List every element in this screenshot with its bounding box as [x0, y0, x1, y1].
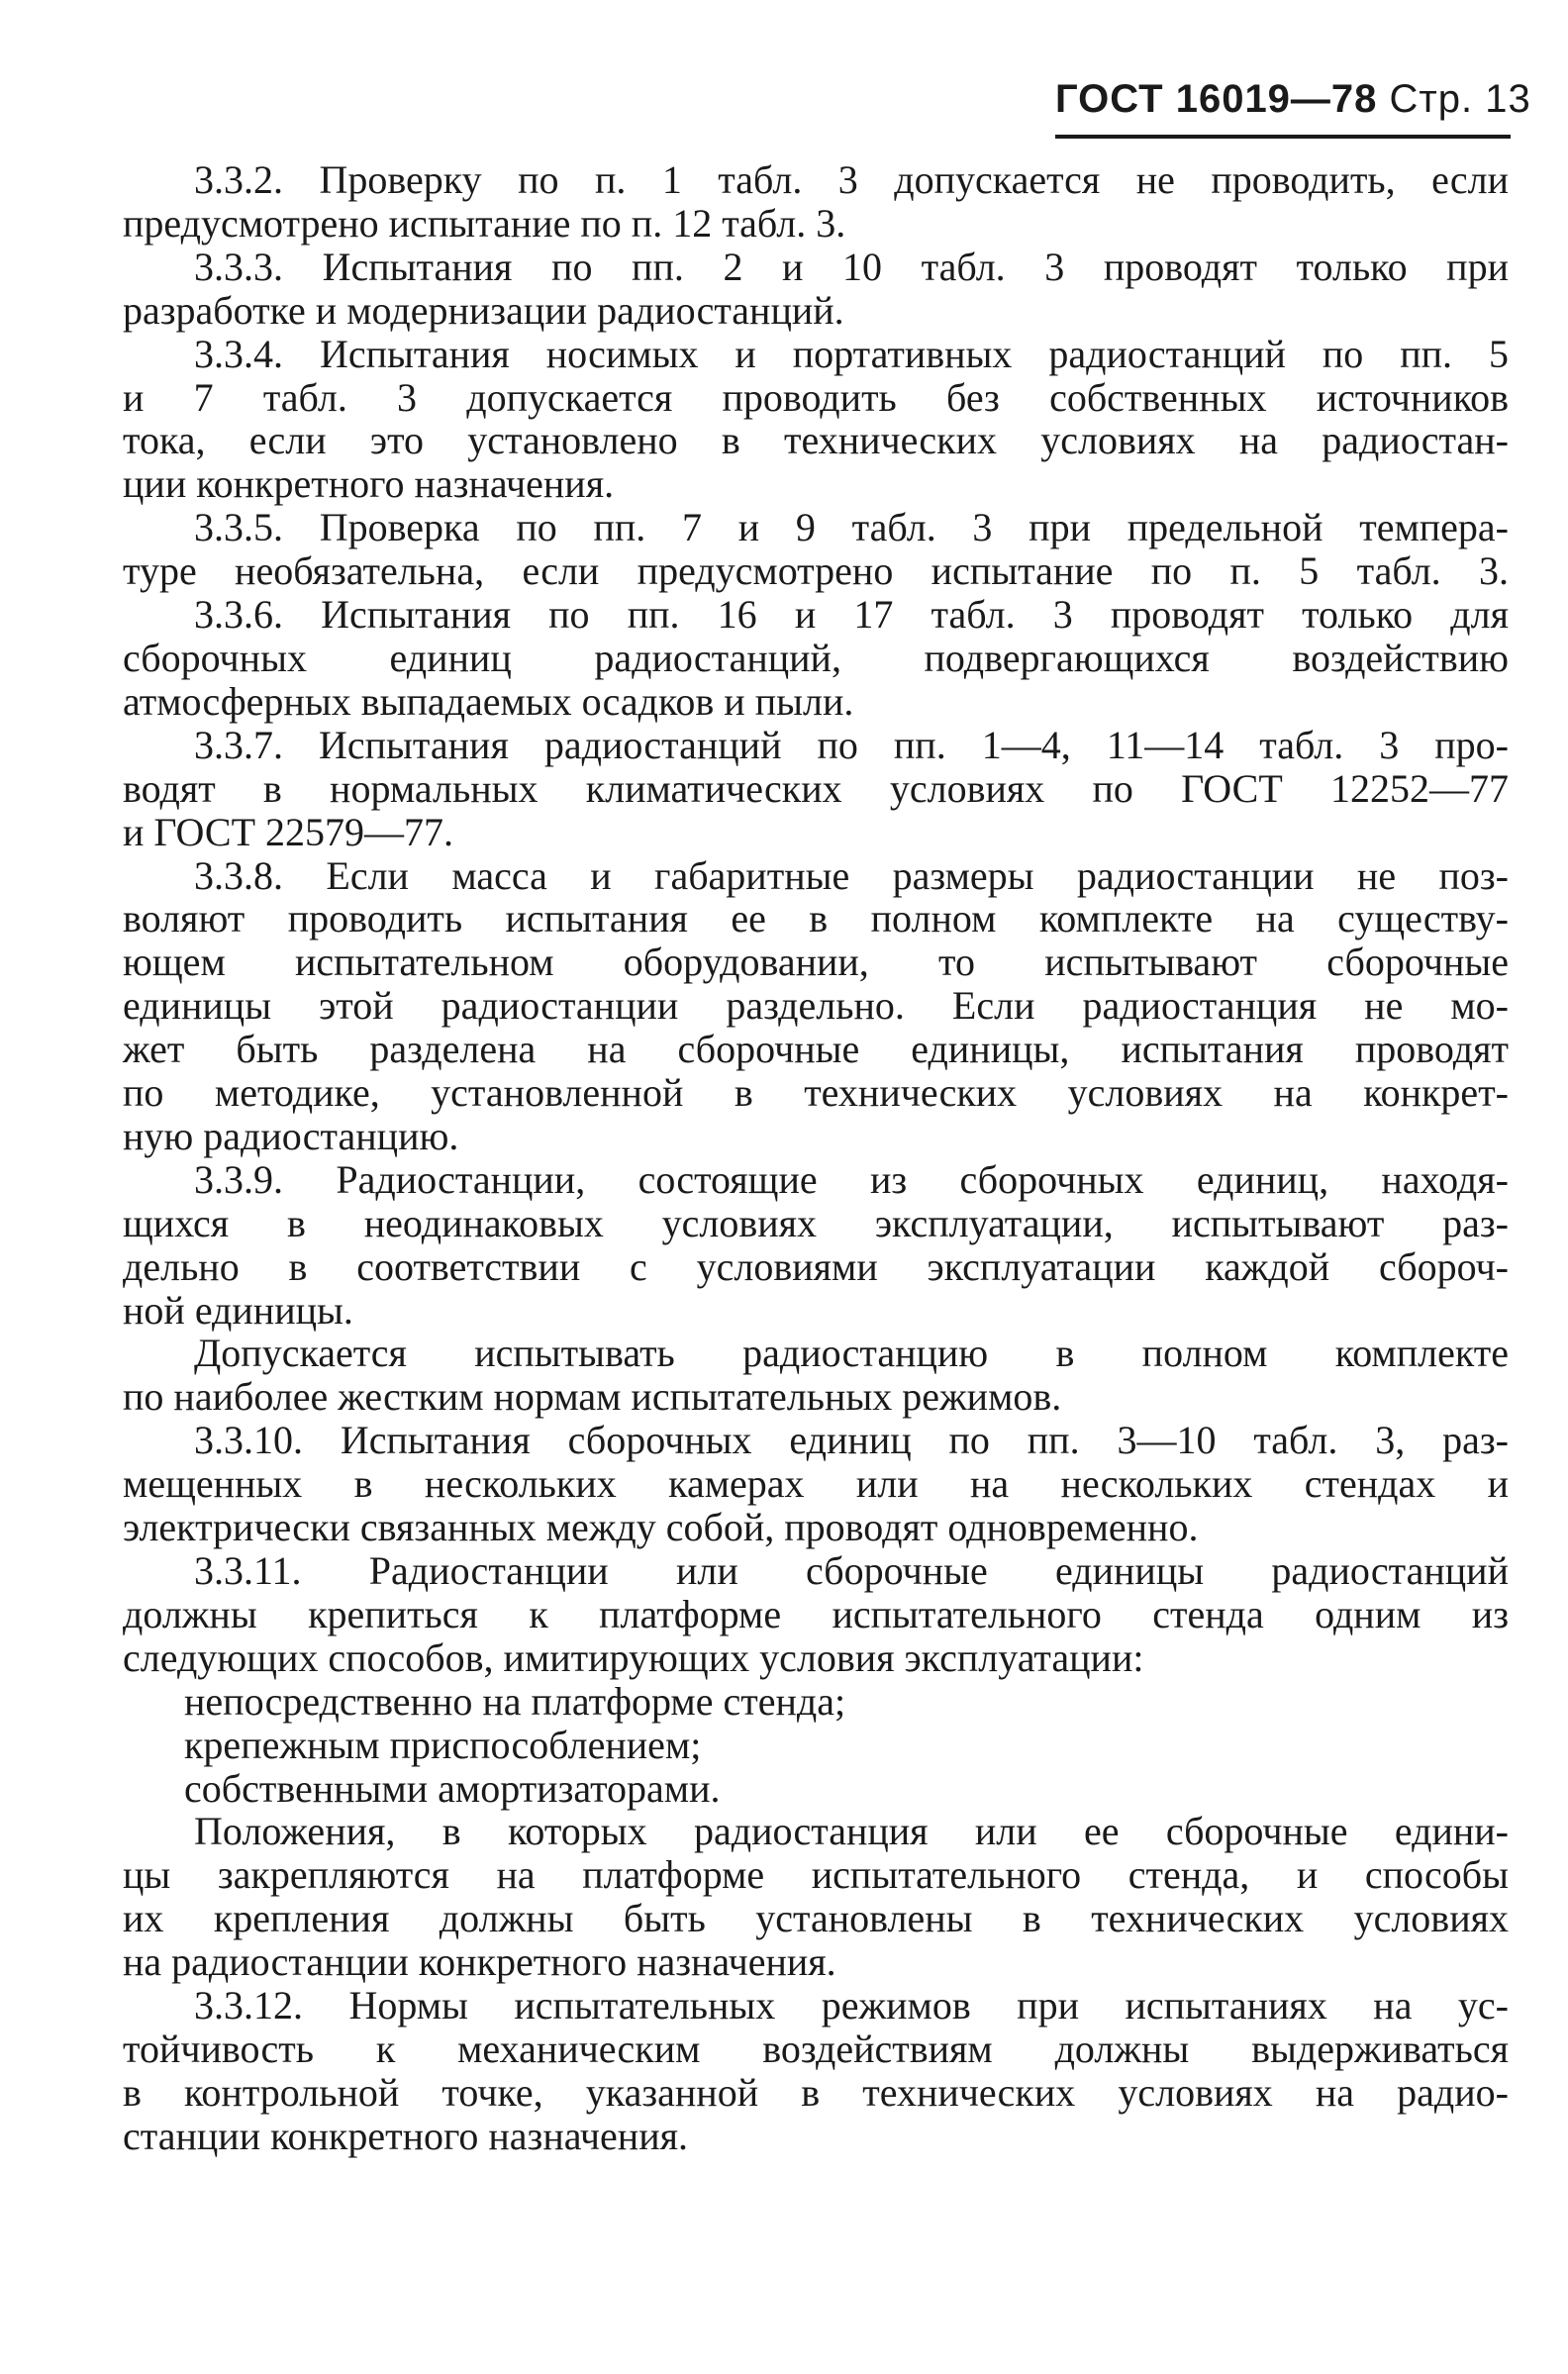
- text-line: ную радиостанцию.: [123, 1113, 459, 1158]
- text-line: ной единицы.: [123, 1287, 353, 1333]
- text-line: щихся в неодинаковых условиях эксплуатации, испытывают раз-: [123, 1200, 1509, 1245]
- text-line: 3.3.10. Испытания сборочных единиц по пп. 3—10 табл. 3, раз-: [194, 1418, 1509, 1463]
- text-line: сборочных единиц радиостанций, подвергающихся воздействию: [123, 635, 1509, 680]
- list-item: собственными амортизаторами.: [184, 1765, 721, 1811]
- text-line: 3.3.9. Радиостанции, состоящие из сборочных единиц, находя-: [194, 1156, 1509, 1202]
- text-line: цы закрепляются на платформе испытательного стенда, и способы: [123, 1852, 1509, 1898]
- text-line: 3.3.11. Радиостанции или сборочные единицы радиостанций: [194, 1548, 1509, 1593]
- text-line: Положения, в которых радиостанция или ее сборочные едини-: [194, 1809, 1509, 1854]
- text-line: тойчивость к механическим воздействиям должны выдерживаться: [123, 2026, 1509, 2071]
- text-line: и ГОСТ 22579—77.: [123, 809, 454, 854]
- text-line: жет быть разделена на сборочные единицы, испытания проводят: [123, 1027, 1509, 1072]
- text-line: разработке и модернизации радиостанций.: [123, 287, 844, 333]
- text-line: ющем испытательном оборудовании, то испытывают сборочные: [123, 940, 1509, 985]
- page-header: [1055, 77, 1531, 122]
- page-number: Стр. 13: [1389, 77, 1531, 121]
- document-body: [123, 158, 1509, 2158]
- text-line: на радиостанции конкретного назначения.: [123, 1939, 836, 1985]
- text-line: тока, если это установлено в технических условиях на радиостан-: [123, 418, 1509, 463]
- text-line: 3.3.7. Испытания радиостанций по пп. 1—4, 11—14 табл. 3 про-: [194, 722, 1509, 767]
- text-line: следующих способов, имитирующих условия эксплуатации:: [123, 1634, 1144, 1680]
- text-line: 3.3.4. Испытания носимых и портативных радиостанций по пп. 5: [194, 331, 1509, 376]
- text-line: туре необязательна, если предусмотрено испытание по п. 5 табл. 3.: [123, 548, 1509, 594]
- text-line: должны крепиться к платформе испытательного стенда одним из: [123, 1591, 1509, 1636]
- text-line: по методике, установленной в технических условиях на конкрет-: [123, 1070, 1509, 1116]
- text-line: их крепления должны быть установлены в технических условиях: [123, 1896, 1509, 1941]
- text-line: в контрольной точке, указанной в технических условиях на радио-: [123, 2069, 1509, 2115]
- text-line: 3.3.5. Проверка по пп. 7 и 9 табл. 3 при предельной темпера-: [194, 505, 1509, 550]
- list-item: крепежным приспособлением;: [184, 1722, 702, 1767]
- text-line: 3.3.12. Нормы испытательных режимов при испытаниях на ус-: [194, 1983, 1509, 2028]
- text-line: мещенных в нескольких камерах или на нескольких стендах и: [123, 1461, 1509, 1507]
- text-line: Допускается испытывать радиостанцию в полном комплекте: [194, 1331, 1509, 1376]
- standard-number: ГОСТ 16019—78: [1055, 77, 1378, 121]
- text-line: атмосферных выпадаемых осадков и пыли.: [123, 678, 854, 724]
- text-line: водят в нормальных климатических условиях по ГОСТ 12252—77: [123, 765, 1509, 811]
- text-line: электрически связанных между собой, проводят одновременно.: [123, 1505, 1199, 1550]
- text-line: 3.3.8. Если масса и габаритные размеры радиостанции не поз-: [194, 852, 1509, 898]
- text-line: и 7 табл. 3 допускается проводить без собственных источников: [123, 374, 1509, 420]
- text-line: 3.3.3. Испытания по пп. 2 и 10 табл. 3 проводят только при: [194, 244, 1509, 289]
- text-line: станции конкретного назначения.: [123, 2113, 688, 2158]
- text-line: дельно в соответствии с условиями эксплуатации каждой сбороч-: [123, 1243, 1509, 1289]
- text-line: 3.3.6. Испытания по пп. 16 и 17 табл. 3 проводят только для: [194, 592, 1509, 638]
- text-line: единицы этой радиостанции раздельно. Если радиостанция не мо-: [123, 983, 1509, 1029]
- header-rule: [1055, 135, 1511, 139]
- text-line: ции конкретного назначения.: [123, 461, 615, 507]
- list-item: непосредственно на платформе стенда;: [184, 1678, 846, 1724]
- text-line: 3.3.2. Проверку по п. 1 табл. 3 допускается не проводить, если: [194, 157, 1509, 202]
- text-line: предусмотрено испытание по п. 12 табл. 3.: [123, 200, 846, 246]
- text-line: по наиболее жестким нормам испытательных режимов.: [123, 1374, 1062, 1420]
- text-line: воляют проводить испытания ее в полном комплекте на существу-: [123, 896, 1509, 941]
